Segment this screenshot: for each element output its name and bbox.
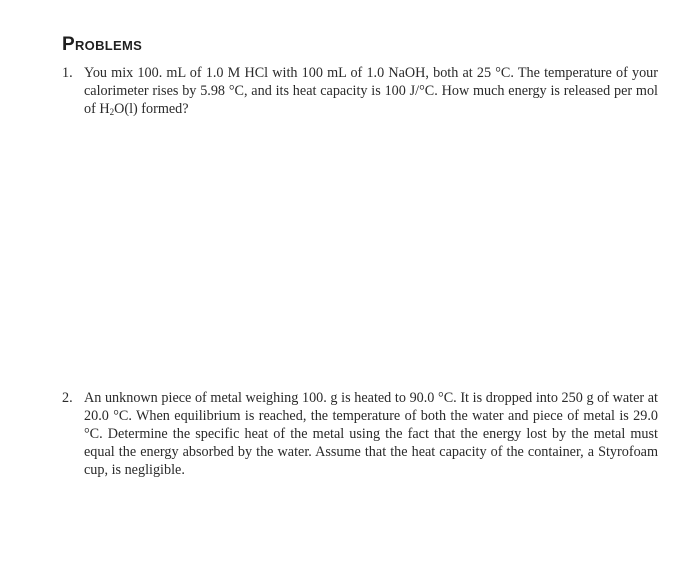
problem-item bbox=[62, 389, 658, 479]
problem-item bbox=[62, 64, 658, 118]
problem-number: 1. bbox=[62, 65, 73, 81]
problem-number: 2. bbox=[62, 390, 73, 406]
problem-text-part: You mix 100. mL of 1.0 M HCl with 100 mL of 1.0 NaOH, both at 25 °C. The temperature of your calorimeter rises by 5.98 °C, and its heat capacity is 100 J/°C. How much energy is released per mol of H bbox=[84, 65, 658, 117]
problem-text-part: O(l) formed? bbox=[114, 101, 189, 117]
problem-text: An unknown piece of metal weighing 100. g is heated to 90.0 °C. It is dropped into 250 g of water at 20.0 °C. When equilibrium is reached, the temperature of both the water and piece of metal is 29.0 °C. Determine the specific heat of the metal using the fact that the energy lost by the metal must equal the energy absorbed by the water. Assume that the heat capacity of the container, a Styrofoam cup, is negligible. bbox=[84, 390, 658, 478]
subscript: 2 bbox=[109, 107, 115, 117]
problem-text bbox=[84, 64, 658, 118]
section-heading: Problems bbox=[62, 34, 143, 55]
